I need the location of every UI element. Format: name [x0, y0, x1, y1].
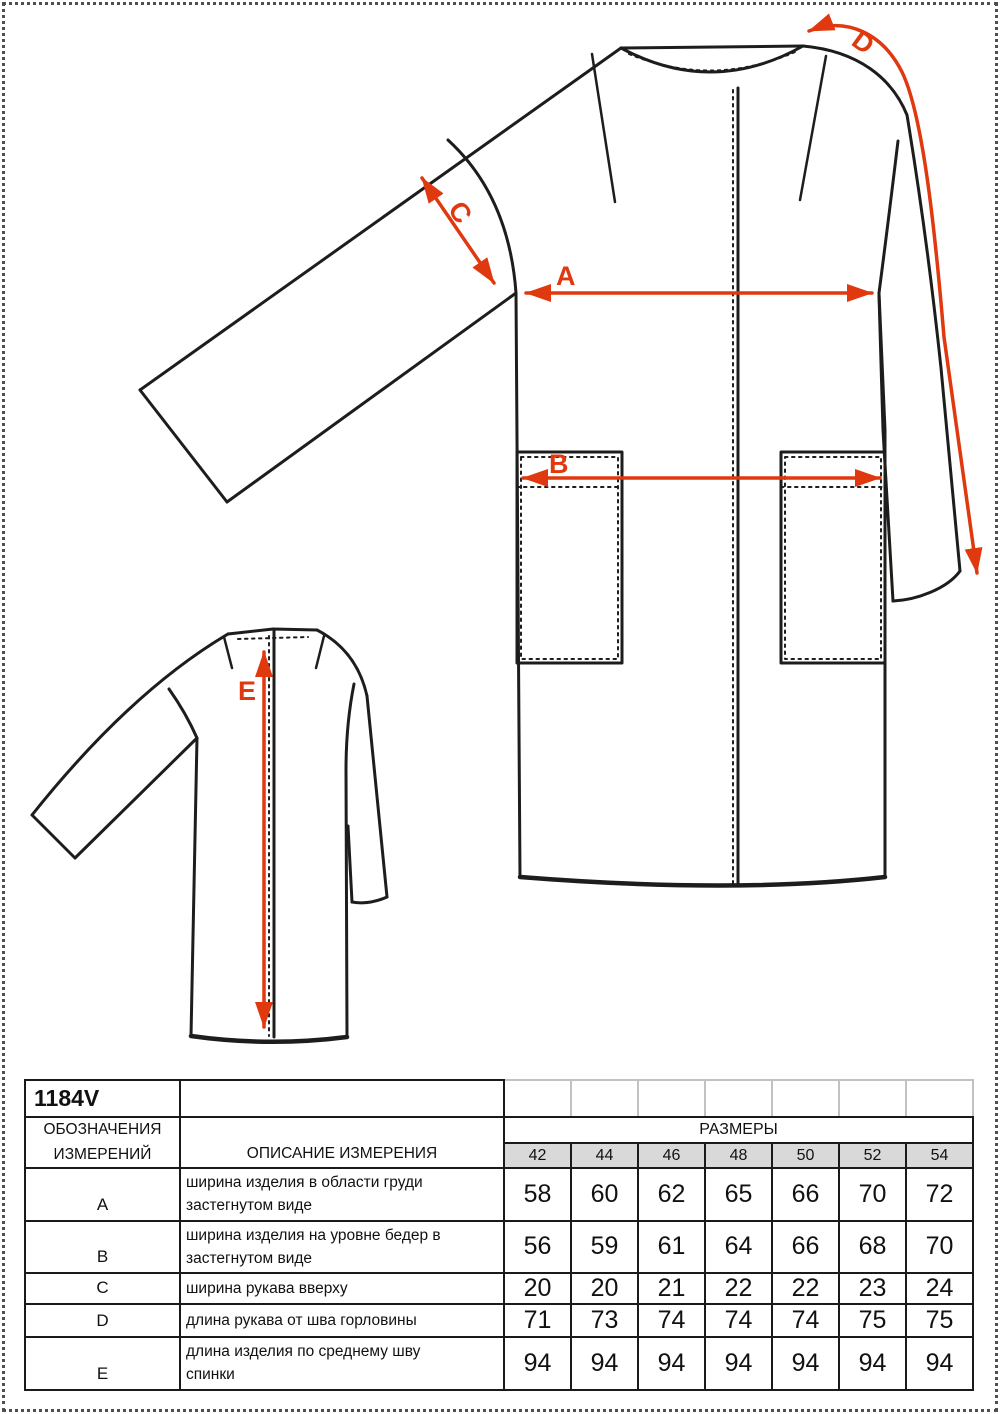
front-right-dart [800, 56, 826, 200]
measure-value: 72 [906, 1168, 973, 1221]
measure-value: 70 [839, 1168, 906, 1221]
front-left-sleeve-top [140, 48, 621, 390]
measure-value: 94 [906, 1337, 973, 1390]
back-view [32, 629, 387, 1042]
measure-value: 94 [705, 1337, 772, 1390]
measure-letter: E [25, 1337, 180, 1390]
measure-value: 56 [504, 1221, 571, 1274]
measure-description: ширина рукава вверху [180, 1273, 504, 1304]
back-body-right-edge [346, 770, 347, 1037]
measure-value: 61 [638, 1221, 705, 1274]
measure-value: 23 [839, 1273, 906, 1304]
model-number: 1184V [25, 1080, 180, 1117]
sizes-header: РАЗМЕРЫ [504, 1117, 973, 1143]
measure-value: 94 [772, 1337, 839, 1390]
measure-letter: A [25, 1168, 180, 1221]
back-body-left-edge [191, 738, 197, 1036]
size-col: 52 [839, 1143, 906, 1168]
measure-value: 58 [504, 1168, 571, 1221]
measure-value: 22 [705, 1273, 772, 1304]
measure-value: 74 [638, 1304, 705, 1337]
size-col: 46 [638, 1143, 705, 1168]
size-col: 54 [906, 1143, 973, 1168]
measure-value: 20 [571, 1273, 638, 1304]
arrow-labels [238, 25, 880, 706]
measure-value: 66 [772, 1168, 839, 1221]
front-left-pocket [517, 452, 622, 663]
size-col: 48 [705, 1143, 772, 1168]
front-right-armhole [879, 141, 898, 293]
back-left-dart [224, 637, 232, 668]
back-right-sleeve-cuff [352, 897, 387, 903]
table-row-E [25, 1337, 973, 1390]
table-row-A [25, 1168, 973, 1221]
table-row-C [25, 1273, 973, 1304]
measure-value: 94 [571, 1337, 638, 1390]
measure-description: длина изделия по среднему шву спинки [180, 1337, 504, 1390]
front-left-dart [592, 54, 615, 202]
measure-value: 74 [772, 1304, 839, 1337]
front-left-pocket-stitch [517, 457, 622, 659]
title-empty-cell [180, 1080, 504, 1117]
label-d: D [846, 24, 880, 61]
measure-value: 65 [705, 1168, 772, 1221]
measure-value: 94 [504, 1337, 571, 1390]
front-hem [520, 877, 885, 886]
measure-value: 70 [906, 1221, 973, 1274]
arrow-C [422, 178, 494, 283]
table-row-D [25, 1304, 973, 1337]
measure-value: 74 [705, 1304, 772, 1337]
measure-value: 75 [906, 1304, 973, 1337]
back-left-armhole [169, 689, 197, 738]
front-left-sleeve-cuff [140, 390, 227, 502]
measure-value: 20 [504, 1273, 571, 1304]
front-left-sleeve-under [227, 293, 516, 502]
size-col: 42 [504, 1143, 571, 1168]
back-right-sleeve-inner [348, 826, 352, 902]
size-col: 50 [772, 1143, 839, 1168]
label-e: E [238, 676, 257, 706]
measure-value: 60 [571, 1168, 638, 1221]
size-col: 44 [571, 1143, 638, 1168]
measure-value: 24 [906, 1273, 973, 1304]
designations-header: ОБОЗНАЧЕНИЯ ИЗМЕРЕНИЙ [25, 1117, 180, 1168]
front-right-pocket-stitch [781, 457, 885, 659]
measure-value: 59 [571, 1221, 638, 1274]
measure-value: 75 [839, 1304, 906, 1337]
label-a: A [556, 261, 576, 291]
measure-value: 73 [571, 1304, 638, 1337]
measure-description: ширина изделия на уровне бедер в застегнутом виде [180, 1221, 504, 1274]
back-right-armhole [346, 684, 354, 770]
measure-value: 62 [638, 1168, 705, 1221]
label-b: B [549, 449, 569, 479]
back-left-sleeve-under [75, 738, 197, 858]
ghost-cell [571, 1080, 638, 1117]
description-header: ОПИСАНИЕ ИЗМЕРЕНИЯ [180, 1117, 504, 1168]
table-row-title [25, 1080, 973, 1117]
back-left-sleeve-cuff [32, 815, 75, 858]
measure-letter: D [25, 1304, 180, 1337]
label-c: C [442, 195, 478, 229]
ghost-cell [906, 1080, 973, 1117]
measure-description: длина рукава от шва горловины [180, 1304, 504, 1337]
size-table [24, 1079, 974, 1391]
measure-value: 66 [772, 1221, 839, 1274]
back-left-sleeve-top [32, 634, 228, 815]
ghost-cell [705, 1080, 772, 1117]
ghost-cell [504, 1080, 571, 1117]
front-right-sleeve-cuff [893, 571, 960, 601]
table-row-B [25, 1221, 973, 1274]
front-right-sleeve [803, 46, 960, 571]
ghost-cell [839, 1080, 906, 1117]
measure-value: 94 [839, 1337, 906, 1390]
front-right-pocket [781, 452, 885, 663]
back-right-sleeve-top [317, 630, 367, 696]
measure-value: 22 [772, 1273, 839, 1304]
back-right-dart [316, 636, 324, 668]
measure-letter: C [25, 1273, 180, 1304]
measure-letter: B [25, 1221, 180, 1274]
measure-value: 68 [839, 1221, 906, 1274]
measure-value: 94 [638, 1337, 705, 1390]
front-shoulder-line [621, 46, 803, 48]
measure-value: 71 [504, 1304, 571, 1337]
measure-value: 64 [705, 1221, 772, 1274]
measure-description: ширина изделия в области груди застегнутом виде [180, 1168, 504, 1221]
ghost-cell [772, 1080, 839, 1117]
back-right-sleeve-outer [367, 696, 387, 897]
ghost-cell [638, 1080, 705, 1117]
measure-value: 21 [638, 1273, 705, 1304]
table-row-header [25, 1117, 973, 1143]
